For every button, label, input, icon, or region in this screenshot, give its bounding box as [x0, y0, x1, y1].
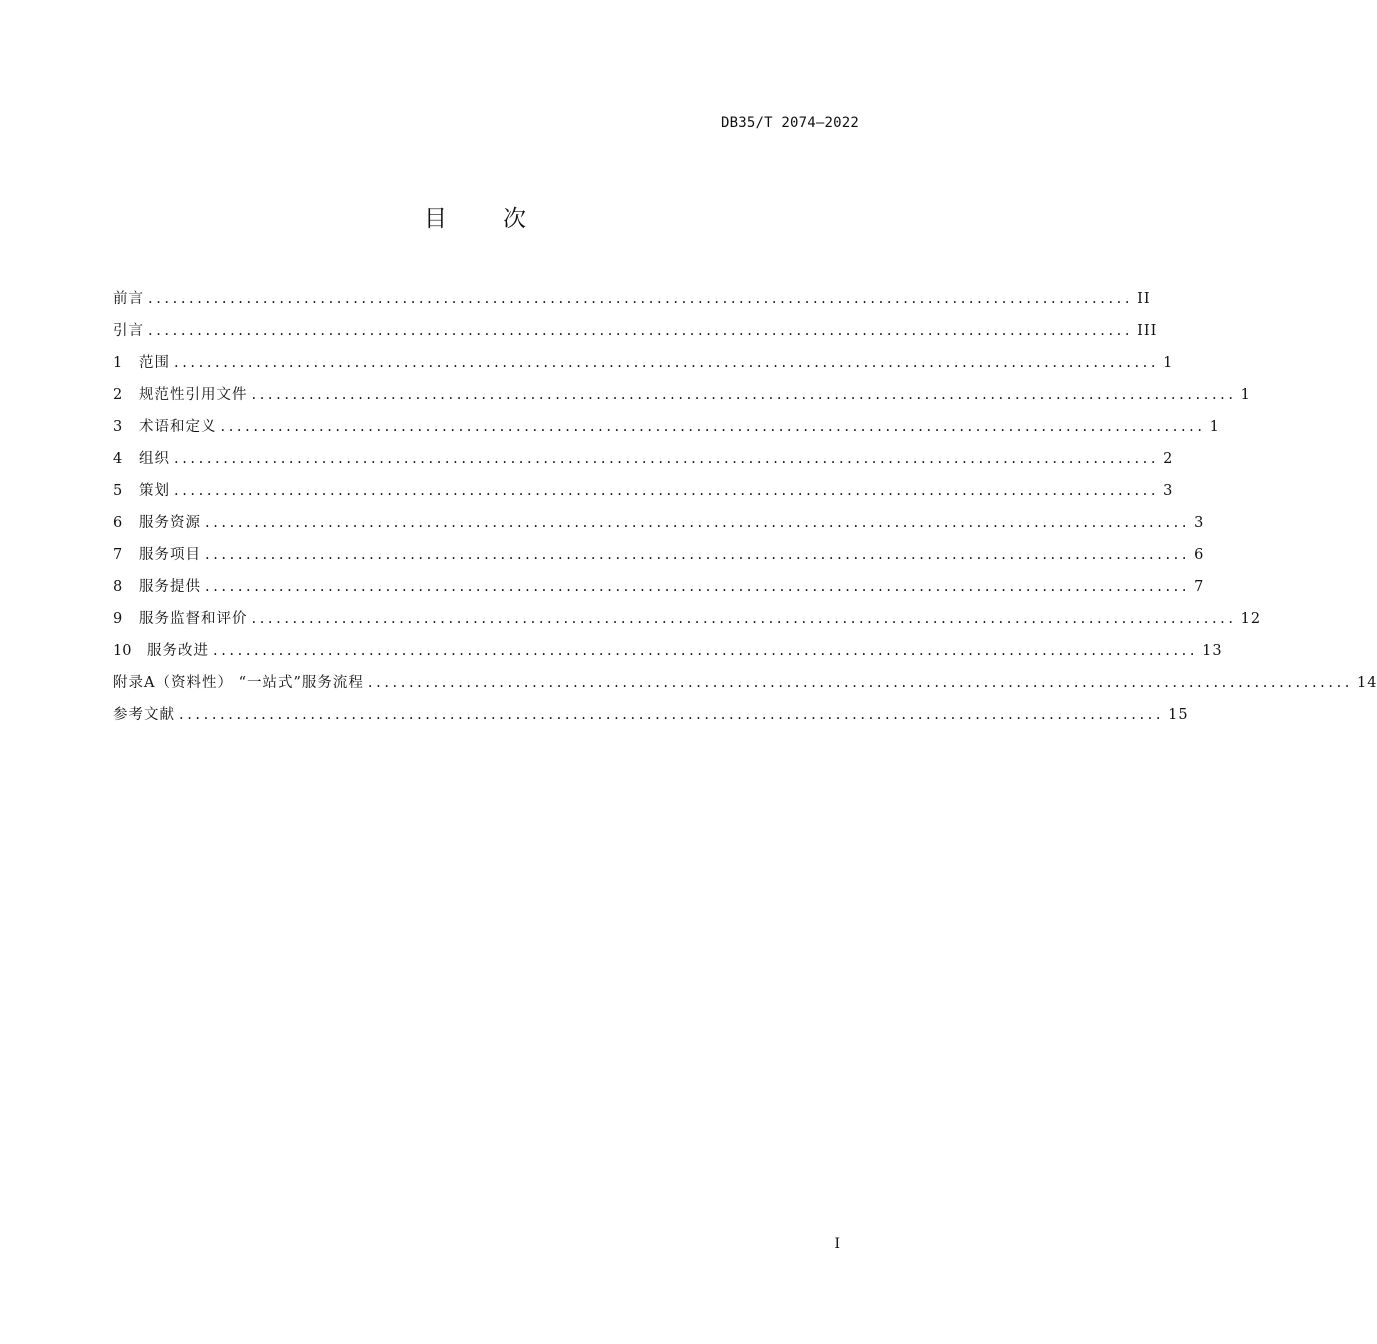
toc-entry-planning[interactable] [113, 478, 1174, 510]
toc-leader-dots: ........................................................................................................................ [251, 611, 1237, 627]
toc-entry-page: 7 [1194, 579, 1205, 595]
toc-leader-dots: ........................................................................................................................ [367, 675, 1354, 691]
toc-entry-service-resources[interactable] [113, 510, 1205, 542]
toc-entry-label: 规范性引用文件 [139, 387, 248, 403]
toc-entry-supervision-evaluation[interactable] [113, 606, 1262, 638]
toc-entry-page: 1 [1209, 419, 1220, 435]
toc-entry-page: 12 [1240, 611, 1262, 627]
toc-entry-service-improvement[interactable] [113, 638, 1223, 670]
toc-entry-label: 服务提供 [139, 579, 201, 595]
toc-leader-dots: ........................................................................................................................ [148, 323, 1134, 339]
toc-entry-introduction[interactable] [113, 318, 1158, 350]
toc-leader-dots: ........................................................................................................................ [174, 451, 1160, 467]
toc-entry-page: III [1137, 323, 1158, 339]
toc-entry-page: 1 [1240, 387, 1251, 403]
toc-entry-label: 前言 [113, 291, 144, 307]
toc-entry-organization[interactable] [113, 446, 1174, 478]
toc-entry-page: 15 [1168, 707, 1189, 723]
toc-entry-label: 服务监督和评价 [139, 611, 248, 627]
toc-entry-page: 3 [1194, 515, 1205, 531]
toc-entry-appendix-a[interactable] [113, 670, 1377, 702]
toc-leader-dots: ........................................................................................................................ [251, 387, 1237, 403]
toc-entry-number: 2 [113, 387, 123, 403]
toc-entry-number: 4 [113, 451, 123, 467]
document-code: DB35/T 2074—2022 [720, 115, 859, 131]
toc-entry-label: 策划 [139, 483, 170, 499]
toc-entry-number: 8 [113, 579, 123, 595]
table-of-contents [113, 286, 1377, 734]
toc-entry-number: 10 [113, 643, 132, 659]
toc-entry-terms-definitions[interactable] [113, 414, 1220, 446]
toc-entry-number: 9 [113, 611, 123, 627]
toc-entry-page: 14 [1357, 675, 1377, 691]
toc-entry-page: 6 [1194, 547, 1205, 563]
toc-leader-dots: ........................................................................................................................ [174, 483, 1160, 499]
toc-entry-bibliography[interactable] [113, 702, 1189, 734]
toc-leader-dots: ........................................................................................................................ [205, 579, 1191, 595]
toc-entry-service-items[interactable] [113, 542, 1205, 574]
toc-entry-number: 1 [113, 355, 123, 371]
toc-entry-label: 引言 [113, 323, 144, 339]
toc-entry-page: 13 [1202, 643, 1223, 659]
toc-leader-dots: ........................................................................................................................ [205, 547, 1191, 563]
page-number: I [834, 1236, 840, 1252]
toc-entry-label: 术语和定义 [139, 419, 217, 435]
toc-entry-scope[interactable] [113, 350, 1174, 382]
toc-entry-number: 3 [113, 419, 123, 435]
toc-leader-dots: ........................................................................................................................ [205, 515, 1191, 531]
toc-entry-service-provision[interactable] [113, 574, 1205, 606]
toc-entry-number: 6 [113, 515, 123, 531]
toc-entry-label: 组织 [139, 451, 170, 467]
toc-entry-label: 服务改进 [147, 643, 209, 659]
toc-entry-normative-references[interactable] [113, 382, 1251, 414]
toc-leader-dots: ........................................................................................................................ [148, 291, 1134, 307]
toc-leader-dots: ........................................................................................................................ [213, 643, 1199, 659]
toc-entry-number: 7 [113, 547, 123, 563]
page-title: 目次 [424, 206, 582, 232]
toc-entry-label: 服务项目 [139, 547, 201, 563]
toc-entry-page: 2 [1163, 451, 1174, 467]
toc-entry-preface[interactable] [113, 286, 1151, 318]
toc-entry-label: 附录A（资料性） “一站式”服务流程 [113, 675, 364, 691]
toc-entry-page: II [1137, 291, 1151, 307]
toc-entry-label: 范围 [139, 355, 170, 371]
toc-entry-label: 服务资源 [139, 515, 201, 531]
toc-entry-page: 1 [1163, 355, 1174, 371]
toc-entry-page: 3 [1163, 483, 1174, 499]
toc-entry-number: 5 [113, 483, 123, 499]
toc-leader-dots: ........................................................................................................................ [220, 419, 1206, 435]
toc-leader-dots: ........................................................................................................................ [174, 355, 1160, 371]
toc-entry-label: 参考文献 [113, 707, 175, 723]
toc-leader-dots: ........................................................................................................................ [179, 707, 1165, 723]
